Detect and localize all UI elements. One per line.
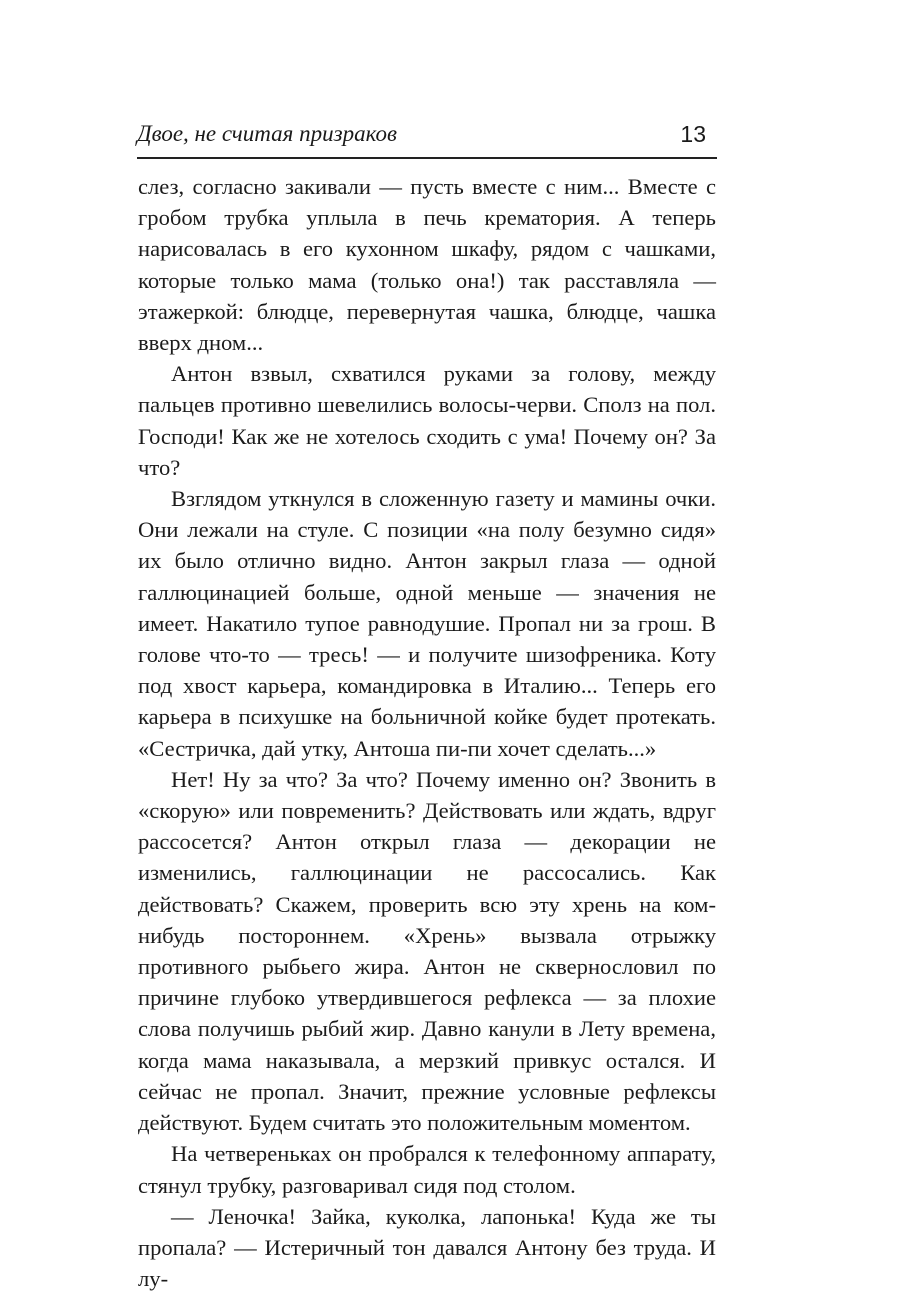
paragraph-1: слез, согласно закивали — пусть вместе с ним... Вместе с гробом трубка уплыла в печь крематория. А теперь нарисовалась в его кухонном шкафу, рядом с чашками, которые только мама (только она!) так расставляла — этажеркой: блюдце, перевернутая чашка, блюдце, чашка вверх дном... [138,174,716,356]
running-title: Двое, не считая призраков [137,121,397,146]
paragraph-4: Нет! Ну за что? За что? Почему именно он? Звонить в «скорую» или повременить? Действовать или ждать, вдруг рассосется? Антон открыл глаза — декорации не изменились, галлюцинации не рассосались. Как действовать? Скажем, проверить всю эту хрень на ком-нибудь постороннем. «Хрень» вызвала отрыжку противного рыбьего жира. Антон не сквернословил по причине глубоко утвердившегося рефлекса — за плохие слова получишь рыбий жир. Давно канули в Лету времена, когда мама наказывала, а мерзкий привкус остался. И сейчас не пропал. Значит, прежние условные рефлексы действуют. Будем считать это положительным моментом. [138,766,716,1136]
page-number: 13 [680,121,706,147]
paragraph-3: Взглядом уткнулся в сложенную газету и мамины очки. Они лежали на стуле. С позиции «на полу безумно сидя» их было отлично видно. Антон закрыл глаза — одной галлюцинацией больше, одной меньше — значения не имеет. Накатило тупое равнодушие. Пропал ни за грош. В голове что-то — тресь! — и получите шизофреника. Коту под хвост карьера, командировка в Италию... Теперь его карьера в психушке на больничной койке будет протекать. «Сестричка, дай утку, Антоша пи-пи хочет сделать...» [138,486,716,761]
paragraph-6: — Леночка! Зайка, куколка, лапонька! Куда же ты пропала? — Истеричный тон давался Антону без труда. И лу- [138,1203,716,1292]
header-rule [137,157,717,159]
paragraph-2: Антон взвыл, схватился руками за голову, между пальцев противно шевелились волосы-черви. Сполз на пол. Господи! Как же не хотелось сходить с ума! Почему он? За что? [138,361,716,480]
paragraph-5: На четвереньках он пробрался к телефонному аппарату, стянул трубку, разговаривал сидя под столом. [138,1141,716,1198]
body-text [138,171,716,1294]
running-header [137,116,716,152]
